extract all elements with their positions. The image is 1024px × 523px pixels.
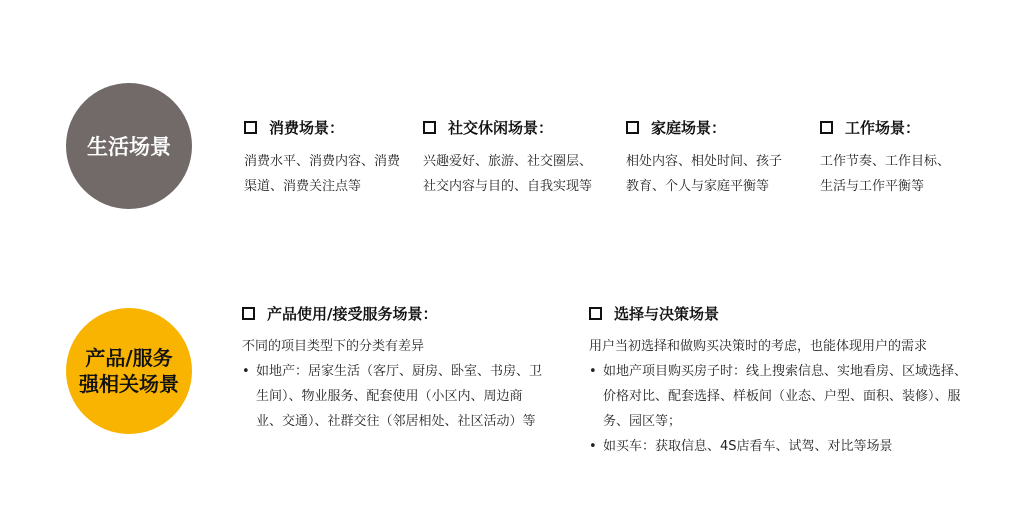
product-scene-circle — [66, 308, 192, 434]
work-scene-text: 工作节奏、工作目标、生活与工作平衡等 — [820, 154, 951, 194]
consumption-scene-title: 消费场景： — [269, 119, 345, 137]
work-scene — [820, 117, 960, 199]
list-item: • 如买车：获取信息、4S店看车、试驾、对比等场景 — [589, 434, 974, 459]
product-scene-label-line2: 强相关场景 — [79, 372, 179, 396]
checkbox-square-icon — [423, 121, 436, 134]
checkbox-square-icon — [244, 121, 257, 134]
decision-scene-list — [589, 359, 974, 459]
family-scene-text: 相处内容、相处时间、孩子教育、个人与家庭平衡等 — [626, 154, 783, 194]
life-scene-label: 生活场景 — [87, 135, 171, 159]
social-leisure-scene-title: 社交休闲场景： — [448, 119, 554, 137]
life-scene-circle — [66, 83, 192, 209]
checkbox-square-icon — [820, 121, 833, 134]
social-leisure-scene — [423, 117, 603, 199]
family-scene — [626, 117, 794, 199]
list-item: • 如地产项目购买房子时：线上搜索信息、实地看房、区域选择、价格对比、配套选择、样板间（业态、户型、面积、装修）、服务、园区等； — [589, 359, 974, 434]
decision-scene — [589, 303, 974, 459]
list-item: • 如地产：居家生活（客厅、厨房、卧室、书房、卫生间）、物业服务、配套使用（小区内、周边商业、交通）、社群交往（邻居相处、社区活动）等 — [242, 359, 542, 434]
usage-scene — [242, 303, 542, 434]
checkbox-square-icon — [242, 307, 255, 320]
checkbox-square-icon — [589, 307, 602, 320]
usage-scene-title: 产品使用/接受服务场景： — [267, 305, 438, 323]
social-leisure-scene-text: 兴趣爱好、旅游、社交圈层、社交内容与目的、自我实现等 — [423, 154, 593, 194]
family-scene-title: 家庭场景： — [651, 119, 727, 137]
usage-scene-list — [242, 359, 542, 434]
checkbox-square-icon — [626, 121, 639, 134]
consumption-scene — [244, 117, 404, 199]
work-scene-title: 工作场景： — [845, 119, 921, 137]
consumption-scene-text: 消费水平、消费内容、消费渠道、消费关注点等 — [244, 154, 401, 194]
usage-scene-intro: 不同的项目类型下的分类有差异 — [242, 339, 425, 354]
decision-scene-title: 选择与决策场景 — [614, 305, 720, 323]
decision-scene-intro: 用户当初选择和做购买决策时的考虑，也能体现用户的需求 — [589, 339, 928, 354]
product-scene-label-line1: 产品/服务 — [85, 346, 173, 370]
